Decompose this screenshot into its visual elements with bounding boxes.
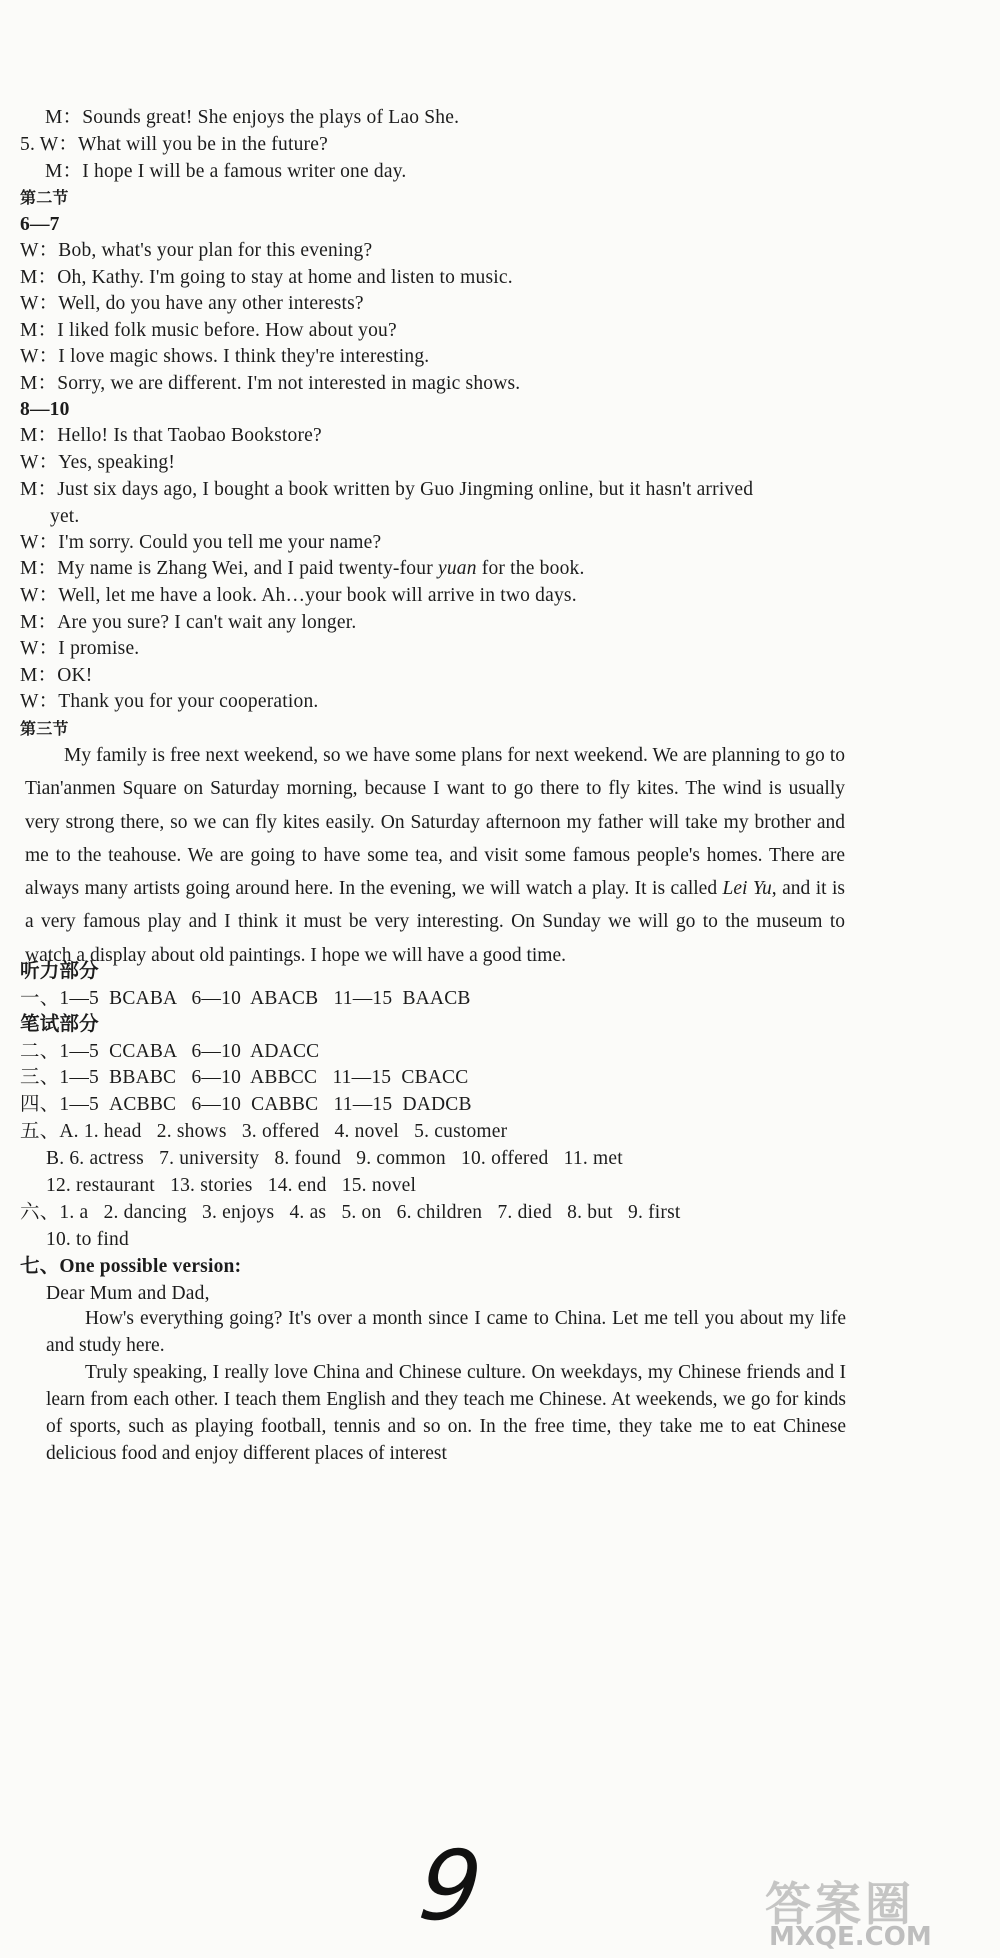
dialogue-line: M：Sorry, we are different. I'm not interested in magic shows. (20, 373, 521, 394)
dialogue-line: M：Sounds great! She enjoys the plays of Lao She. (45, 107, 460, 128)
dialogue-text: for the book. (476, 558, 585, 579)
section-heading: 第二节 (20, 190, 69, 207)
answer-line: 10. to find (46, 1229, 129, 1250)
currency-word: yuan (437, 558, 477, 579)
dialogue-line: M：Just six days ago, I bought a book written by Guo Jingming online, but it hasn't arrived (20, 479, 754, 500)
dialogue-line: W：I promise. (20, 638, 140, 659)
section-heading: 第三节 (20, 721, 69, 738)
page-number: 9 (414, 1830, 487, 1942)
dialogue-line: M：I liked folk music before. How about you? (20, 320, 397, 341)
dialogue-line: W：Well, do you have any other interests? (20, 293, 364, 314)
answer-line: B. 6. actress 7. university 8. found 9. common 10. offered 11. met (46, 1148, 623, 1169)
letter-paragraph: Truly speaking, I really love China and Chinese culture. On weekdays, my Chinese friends and I learn from each other. I teach them English and they teach me Chinese. At weekends, we go for kinds of sports, such as playing football, tennis and so on. In the free time, they take me to eat Chinese delicious food and enjoy different places of interest (46, 1362, 846, 1464)
watermark-logo (765, 1866, 990, 1952)
version-heading: 七、One possible version: (20, 1256, 242, 1277)
written-heading: 笔试部分 (20, 1014, 99, 1035)
dialogue-line: 5. W：What will you be in the future? (20, 134, 328, 155)
dialogue-line: W：Well, let me have a look. Ah…your book will arrive in two days. (20, 585, 577, 606)
passage-text: , and it is a very famous play and I think it must be very interesting. On Sunday we will go to the museum to watch a display about old paintings. I hope we will have a good time. (25, 878, 845, 966)
dialogue-line (20, 557, 585, 581)
watermark-title: 答案圈 (765, 1877, 915, 1931)
dialogue-line: W：Yes, speaking! (20, 452, 176, 473)
dialogue-line: W：Bob, what's your plan for this evening? (20, 240, 373, 261)
dialogue-line: M：Oh, Kathy. I'm going to stay at home and listen to music. (20, 267, 513, 288)
answer-line: 一、1—5 BCABA 6—10 ABACB 11—15 BAACB (20, 988, 471, 1009)
listening-heading: 听力部分 (20, 961, 99, 982)
dialogue-line: W：I'm sorry. Could you tell me your name? (20, 532, 382, 553)
answer-line: 六、1. a 2. dancing 3. enjoys 4. as 5. on 6. children 7. died 8. but 9. first (20, 1202, 681, 1223)
answer-line: 12. restaurant 13. stories 14. end 15. novel (46, 1175, 417, 1196)
answer-line: 二、1—5 CCABA 6—10 ADACC (20, 1041, 320, 1062)
group-heading: 6—7 (20, 214, 60, 235)
letter-body (46, 1305, 846, 1467)
answer-line: 三、1—5 BBABC 6—10 ABBCC 11—15 CBACC (20, 1067, 469, 1088)
play-name: Lei Yu (722, 878, 772, 900)
answer-line: 四、1—5 ACBBC 6—10 CABBC 11—15 DADCB (20, 1094, 472, 1115)
letter-paragraph: How's everything going? It's over a month since I came to China. Let me tell you about my life and study here. (46, 1308, 846, 1356)
passage-text: My family is free next weekend, so we have some plans for next weekend. We are planning to go to Tian'anmen Square on Saturday morning, because I want to go there to fly kites. The wind is usually very strong there, so we can fly kites easily. On Saturday afternoon my father will take my brother and me to the teahouse. We are going to have some tea, and visit some famous people's homes. There are always many artists going around here. In the evening, we will watch a play. It is called (25, 745, 845, 900)
dialogue-text: M：My name is Zhang Wei, and I paid twenty-four (20, 558, 438, 579)
dialogue-line: yet. (50, 506, 80, 527)
answer-line: 五、A. 1. head 2. shows 3. offered 4. novel 5. customer (20, 1121, 508, 1142)
dialogue-line: M：Are you sure? I can't wait any longer. (20, 612, 357, 633)
dialogue-line: M：OK! (20, 665, 93, 686)
group-heading: 8—10 (20, 399, 70, 420)
dialogue-line: W：Thank you for your cooperation. (20, 691, 319, 712)
dialogue-line: M：Hello! Is that Taobao Bookstore? (20, 425, 322, 446)
listening-passage (25, 739, 845, 972)
dialogue-line: M：I hope I will be a famous writer one day. (45, 161, 407, 182)
dialogue-line: W：I love magic shows. I think they're interesting. (20, 346, 430, 367)
letter-salutation: Dear Mum and Dad, (46, 1283, 210, 1304)
watermark-url: MXQE.COM (769, 1922, 932, 1952)
